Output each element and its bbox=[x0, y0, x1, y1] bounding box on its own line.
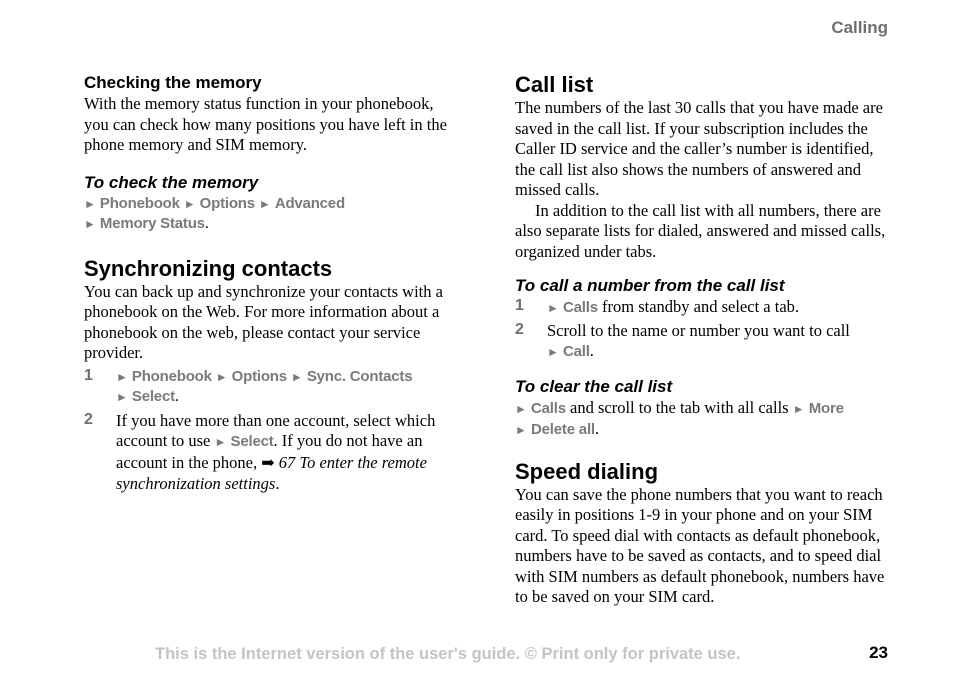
menu-calls: Calls bbox=[531, 399, 566, 417]
step-text: and scroll to the tab with all calls bbox=[565, 397, 793, 417]
arrow-right-icon: ► bbox=[215, 369, 228, 384]
arrow-right-icon: ► bbox=[547, 345, 559, 359]
punctuation: . bbox=[275, 474, 280, 493]
check-memory-path bbox=[84, 194, 459, 234]
page-reference-link[interactable]: 67 To enter the remote synchronization settings bbox=[116, 452, 427, 493]
menu-phonebook: Phonebook bbox=[99, 194, 180, 212]
left-column bbox=[84, 72, 459, 495]
arrow-right-icon: ► bbox=[258, 196, 271, 211]
step-number: 1 bbox=[84, 366, 93, 384]
arrow-right-icon: ► bbox=[116, 389, 128, 404]
punctuation: . bbox=[594, 419, 600, 438]
menu-sync-contacts: Sync. Contacts bbox=[306, 367, 413, 385]
menu-call: Call bbox=[563, 343, 590, 360]
menu-memory-status: Memory Status bbox=[99, 214, 205, 232]
check-memory-subheading: To check the memory bbox=[84, 172, 259, 192]
checking-memory-body: With the memory status function in your phonebook, you can check how many positions you have left in the phone memory and SIM memory. bbox=[84, 94, 447, 154]
clear-call-list-path bbox=[515, 398, 890, 441]
call-list-body-2: In addition to the call list with all numbers, there are also separate lists for dialed, answered and missed calls, organized under tabs. bbox=[515, 200, 886, 261]
speed-dialing-heading: Speed dialing bbox=[515, 458, 659, 484]
arrow-right-icon: ► bbox=[84, 216, 96, 231]
call-list-body-1: The numbers of the last 30 calls that you have made are saved in the call list. If your subscription includes the Caller ID service and the caller’s number is identified, the call list also shows the numbers of answered and missed calls. bbox=[515, 98, 883, 199]
menu-options: Options bbox=[199, 194, 255, 212]
call-list-heading: Call list bbox=[515, 72, 594, 97]
sync-step-2-text bbox=[116, 411, 459, 495]
step-number: 1 bbox=[515, 297, 524, 314]
call-step-1-text bbox=[547, 297, 890, 319]
right-column bbox=[515, 72, 890, 608]
arrow-right-icon: ► bbox=[515, 401, 527, 416]
step-text: from standby and select a tab. bbox=[597, 297, 800, 316]
arrow-right-icon: ► bbox=[515, 423, 527, 437]
step-number: 2 bbox=[515, 320, 524, 338]
arrow-right-icon: ► bbox=[84, 196, 96, 211]
call-step-1 bbox=[515, 297, 890, 319]
step-number: 2 bbox=[84, 410, 93, 428]
menu-delete-all: Delete all bbox=[531, 421, 595, 438]
menu-select: Select bbox=[131, 387, 175, 405]
checking-memory-heading: Checking the memory bbox=[84, 73, 262, 92]
punctuation: . bbox=[589, 341, 594, 360]
arrow-right-icon: ► bbox=[290, 369, 303, 384]
sync-step-1-path bbox=[116, 367, 459, 407]
arrow-right-icon: ► bbox=[116, 369, 128, 384]
menu-options: Options bbox=[231, 367, 287, 385]
reference-arrow-icon: ➡ bbox=[261, 454, 275, 472]
call-number-subheading: To call a number from the call list bbox=[515, 276, 785, 295]
menu-advanced: Advanced bbox=[274, 194, 345, 212]
step-text: If you have more than one account, select which account to use bbox=[116, 410, 436, 450]
speed-dialing-body: You can save the phone numbers that you want to reach easily in positions 1-9 in your phone and on your SIM card. To speed dial with contacts as default phonebook, numbers have to be saved as contacts, and to speed dial with SIM numbers as default phonebook, numbers have to be saved on your SIM card. bbox=[515, 484, 885, 606]
sync-contacts-body: You can back up and synchronize your contacts with a phonebook on the Web. For more information about a phonebook on the web, please contact your service provider. bbox=[84, 281, 443, 362]
call-step-2 bbox=[515, 321, 890, 363]
sync-step-2 bbox=[84, 411, 459, 495]
menu-phonebook: Phonebook bbox=[131, 367, 212, 385]
punctuation: . bbox=[204, 214, 209, 232]
sync-contacts-heading: Synchronizing contacts bbox=[84, 255, 333, 281]
arrow-right-icon: ► bbox=[214, 435, 227, 449]
clear-call-list-subheading: To clear the call list bbox=[515, 376, 673, 396]
punctuation: . bbox=[174, 387, 179, 405]
step-text: Scroll to the name or number you want to call bbox=[547, 320, 850, 340]
menu-more: More bbox=[808, 399, 844, 417]
arrow-right-icon: ► bbox=[183, 196, 196, 211]
page-number: 23 bbox=[869, 643, 888, 662]
step-text: . If you do not have an account in the phone, bbox=[116, 431, 423, 472]
section-header: Calling bbox=[831, 18, 888, 37]
menu-select: Select bbox=[230, 433, 274, 450]
call-step-2-text bbox=[547, 321, 890, 363]
footer-notice: This is the Internet version of the user's guide. © Print only for private use. bbox=[155, 645, 741, 663]
sync-step-1 bbox=[84, 367, 459, 407]
menu-calls: Calls bbox=[563, 299, 598, 316]
arrow-right-icon: ► bbox=[792, 401, 805, 416]
arrow-right-icon: ► bbox=[547, 301, 559, 315]
